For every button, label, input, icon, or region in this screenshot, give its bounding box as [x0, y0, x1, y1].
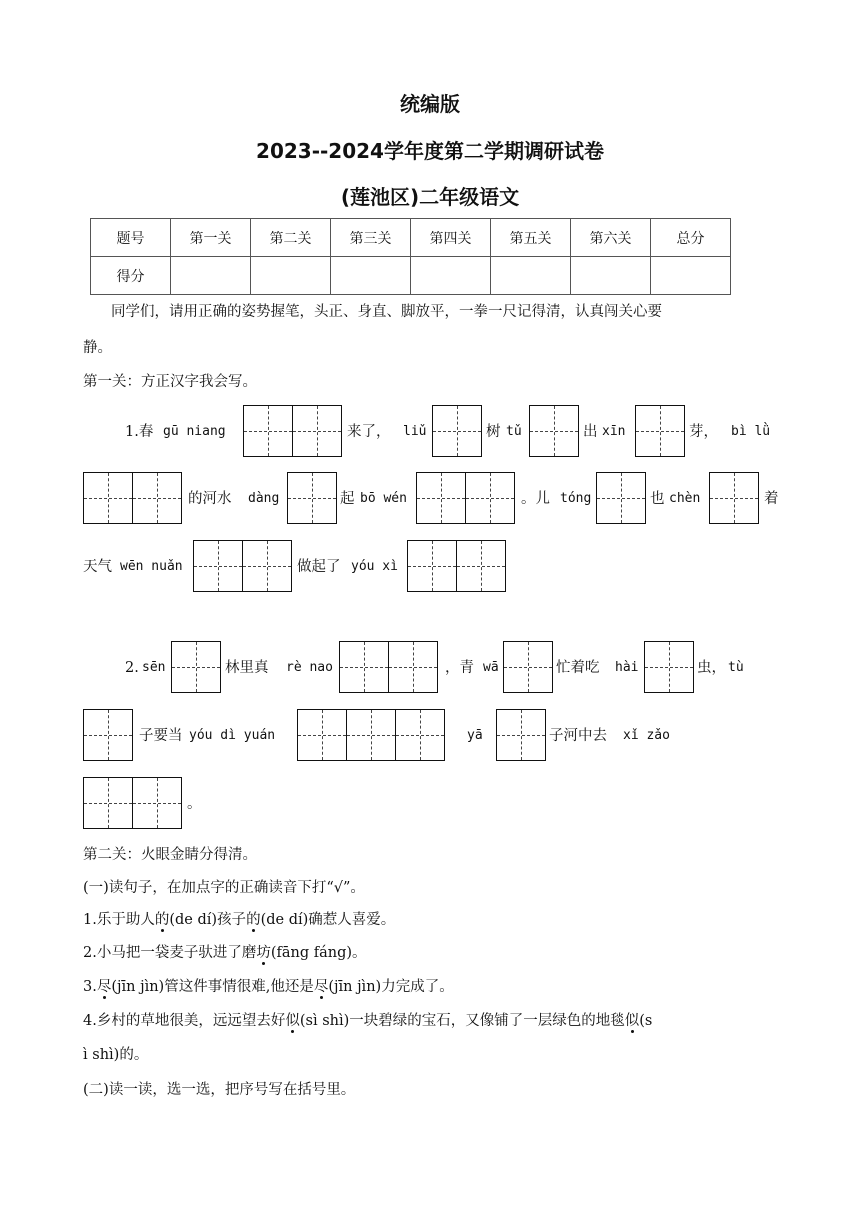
score-header-cell: 第二关 — [251, 219, 331, 257]
pinyin: yóu xì — [351, 559, 398, 574]
sentence-3 — [83, 977, 783, 997]
q1-text: 起 — [340, 491, 355, 507]
q2-text: 。 — [187, 796, 202, 812]
pinyin: yā — [467, 728, 483, 743]
score-cell[interactable] — [251, 257, 331, 295]
doc-exam-title: 2023--2024学年度第二学期调研试卷 — [256, 139, 604, 163]
q1-text: 1.春 — [125, 424, 154, 440]
sentence-text: 2.小马把一袋麦子驮进了磨 — [83, 945, 257, 961]
doc-grade-title: (莲池区)二年级语文 — [340, 185, 520, 209]
pinyin: gū niang — [163, 424, 226, 439]
sentence-text: (de dí)孩子 — [169, 912, 247, 928]
q1-text: 做起了 — [297, 559, 341, 575]
sentence-text: (sì shì)一块碧绿的宝石，又像铺了一层绿色的地毯 — [299, 1013, 625, 1029]
score-cell[interactable] — [171, 257, 251, 295]
dotted-char: 尽 — [96, 979, 112, 995]
section2-title: 第二关：火眼金睛分得清。 — [83, 847, 257, 863]
writing-grid[interactable] — [243, 405, 341, 457]
pinyin: bō wén — [360, 491, 407, 506]
dotted-char: 似 — [624, 1013, 640, 1029]
score-cell[interactable] — [411, 257, 491, 295]
pinyin: rè nao — [286, 660, 333, 675]
q2-row — [83, 777, 783, 831]
q2-row — [83, 709, 783, 763]
writing-grid[interactable] — [193, 540, 291, 592]
q1-row — [83, 405, 783, 459]
q2-text: 子要当 — [139, 728, 183, 744]
sentence-2 — [83, 943, 783, 963]
writing-grid[interactable] — [83, 472, 181, 524]
score-header-cell: 第五关 — [491, 219, 571, 257]
sentence-text: (s — [639, 1013, 653, 1029]
pinyin: chèn — [669, 491, 701, 506]
writing-grid[interactable] — [83, 777, 181, 829]
sentence-4 — [83, 1011, 783, 1031]
q1-text: 来了， — [347, 424, 391, 440]
writing-grid[interactable] — [709, 472, 758, 524]
section1-title: 第一关：方正汉字我会写。 — [83, 374, 257, 390]
pinyin: dàng — [248, 491, 280, 506]
score-cell[interactable] — [491, 257, 571, 295]
writing-grid[interactable] — [287, 472, 336, 524]
doc-edition-title: 统编版 — [400, 92, 460, 116]
q1-text: 着 — [764, 491, 779, 507]
q1-text: 。儿 — [521, 491, 550, 507]
q1-row — [83, 540, 783, 594]
q1-text: 天气 — [83, 559, 112, 575]
writing-grid[interactable] — [503, 641, 552, 693]
q2-text: 子河中去 — [549, 728, 607, 744]
score-cell[interactable] — [651, 257, 731, 295]
pinyin: tù — [728, 660, 744, 675]
q1-text: 也 — [650, 491, 665, 507]
score-header-cell: 总分 — [651, 219, 731, 257]
score-header-cell: 第六关 — [571, 219, 651, 257]
score-table — [90, 218, 731, 295]
intro-line: 同学们，请用正确的姿势握笔，头正、身直、脚放平，一拳一尺记得清，认真闯关心要 — [111, 304, 662, 320]
score-header-cell: 第三关 — [331, 219, 411, 257]
q1-text: 出 — [583, 424, 598, 440]
writing-grid[interactable] — [635, 405, 684, 457]
pinyin: tǔ — [506, 424, 522, 439]
q2-text: 忙着吃 — [556, 660, 600, 676]
sentence-text: (de dí)确惹人喜爱。 — [260, 912, 396, 928]
pinyin: tóng — [560, 491, 592, 506]
writing-grid[interactable] — [416, 472, 514, 524]
writing-grid[interactable] — [529, 405, 578, 457]
writing-grid[interactable] — [496, 709, 545, 761]
sentence-1 — [83, 910, 783, 930]
sentence-text: 1.乐于助人 — [83, 912, 155, 928]
q2-text: 林里真 — [225, 660, 269, 676]
score-table-header-row — [91, 219, 731, 257]
q1-text: 树 — [486, 424, 501, 440]
q1-row — [83, 472, 783, 526]
sentence-text: 3. — [83, 979, 97, 995]
writing-grid[interactable] — [432, 405, 481, 457]
dotted-char: 尽 — [313, 979, 329, 995]
q2-text: ，青 — [445, 660, 474, 676]
pinyin: wā — [483, 660, 499, 675]
writing-grid[interactable] — [596, 472, 645, 524]
sentence-text: (jīn jìn)管这件事情很难,他还是 — [111, 979, 314, 995]
writing-grid[interactable] — [83, 709, 132, 761]
pinyin: xǐ zǎo — [623, 728, 670, 743]
writing-grid[interactable] — [171, 641, 220, 693]
writing-grid[interactable] — [644, 641, 693, 693]
pinyin: liǔ — [403, 424, 427, 439]
score-cell[interactable] — [571, 257, 651, 295]
sentence-text: (jīn jìn)力完成了。 — [328, 979, 454, 995]
q2-text: 2. — [125, 660, 139, 676]
pinyin: yóu dì yuán — [189, 728, 276, 743]
pinyin: sēn — [142, 660, 166, 675]
dotted-char: 的 — [154, 912, 170, 928]
score-table-score-row — [91, 257, 731, 295]
sentence-text: 4.乡村的草地很美，远远望去好 — [83, 1013, 286, 1029]
score-header-cell: 第四关 — [411, 219, 491, 257]
score-header-cell: 第一关 — [171, 219, 251, 257]
score-row-label: 得分 — [91, 257, 171, 295]
q1-text: 芽， — [689, 424, 718, 440]
writing-grid[interactable] — [407, 540, 505, 592]
score-header-cell: 题号 — [91, 219, 171, 257]
q1-text: 的河水 — [188, 491, 232, 507]
q2-text: 虫， — [697, 660, 726, 676]
sentence-text: (fāng fáng)。 — [270, 945, 367, 961]
sentence-4-continued: ì shì)的。 — [83, 1047, 149, 1063]
dotted-char: 似 — [285, 1013, 300, 1029]
score-cell[interactable] — [331, 257, 411, 295]
intro-line: 静。 — [83, 340, 112, 356]
dotted-char: 的 — [246, 912, 261, 928]
q2-row — [83, 641, 783, 695]
pinyin: wēn nuǎn — [120, 559, 183, 574]
dotted-char: 坊 — [256, 945, 271, 961]
part2-title: (二)读一读，选一选，把序号写在括号里。 — [83, 1082, 356, 1098]
pinyin: hài — [615, 660, 639, 675]
pinyin: xīn — [602, 424, 626, 439]
part1-title: (一)读句子，在加点字的正确读音下打“√”。 — [83, 880, 365, 896]
writing-grid[interactable] — [297, 709, 444, 761]
pinyin: bì lǜ — [731, 424, 771, 439]
writing-grid[interactable] — [339, 641, 437, 693]
